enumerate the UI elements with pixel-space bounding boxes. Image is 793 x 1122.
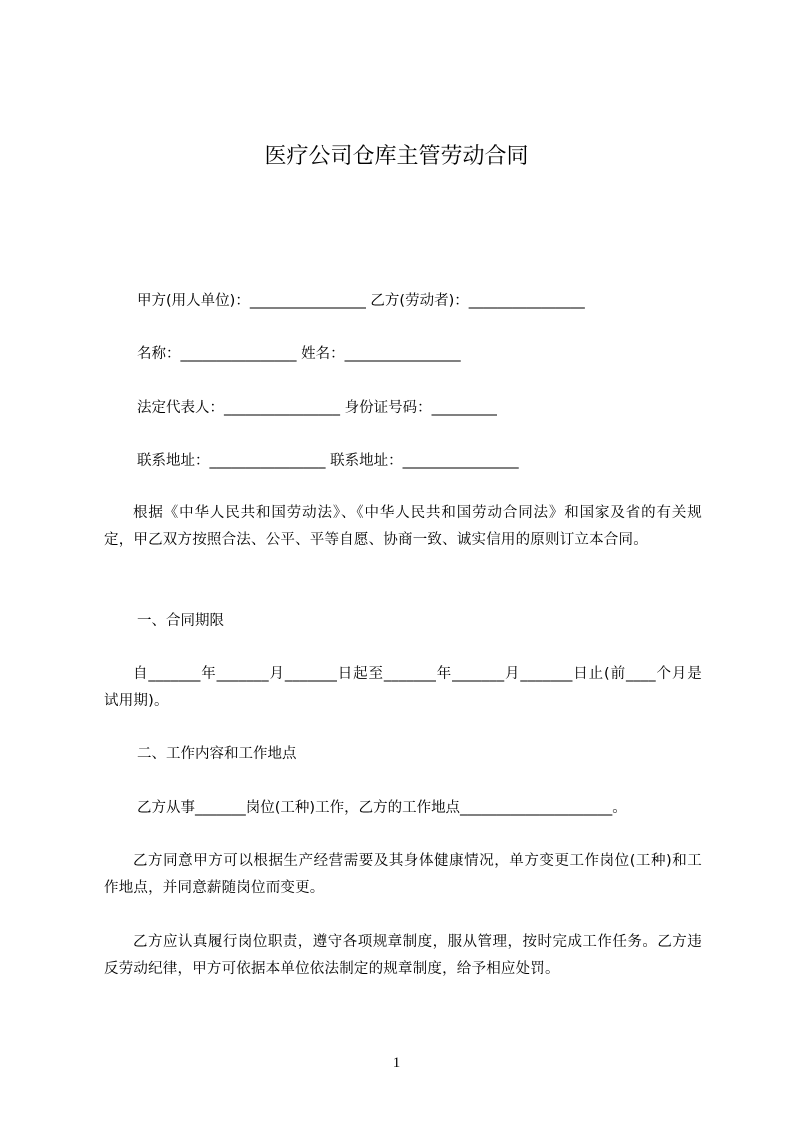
party-line-employer: 甲方(用人单位)：________________ 乙方(劳动者)：________________ xyxy=(137,293,585,309)
party-line-address: 联系地址：________________ 联系地址：________________ xyxy=(137,453,519,469)
section-heading-work: 二、工作内容和工作地点 xyxy=(137,746,297,762)
work-duty-paragraph: 乙方应认真履行岗位职责，遵守各项规章制度，服从管理，按时完成工作任务。乙方违反劳动纪律，甲方可依据本单位依法制定的规章制度，给予相应处罚。 xyxy=(104,934,702,977)
party-line-representative: 法定代表人：________________ 身份证号码：_________ xyxy=(137,400,497,416)
preamble-paragraph: 根据《中华人民共和国劳动法》、《中华人民共和国劳动合同法》和国家及省的有关规定，甲乙双方按照合法、公平、平等自愿、协商一致、诚实信用的原则订立本合同。 xyxy=(104,505,702,548)
page-number: 1 xyxy=(392,1055,401,1071)
document-title: 医疗公司仓库主管劳动合同 xyxy=(264,144,529,169)
work-position-line: 乙方从事_______岗位(工种)工作，乙方的工作地点_____________________。 xyxy=(137,800,627,816)
party-line-name: 名称：________________ 姓名：________________ xyxy=(137,346,461,362)
contract-term-paragraph: 自_______年_______月_______日起至_______年_______月_______日止(前____个月是试用期)。 xyxy=(104,666,702,709)
section-heading-term: 一、合同期限 xyxy=(137,613,224,629)
work-change-paragraph: 乙方同意甲方可以根据生产经营需要及其身体健康情况，单方变更工作岗位(工种)和工作地点，并同意薪随岗位而变更。 xyxy=(104,853,702,896)
